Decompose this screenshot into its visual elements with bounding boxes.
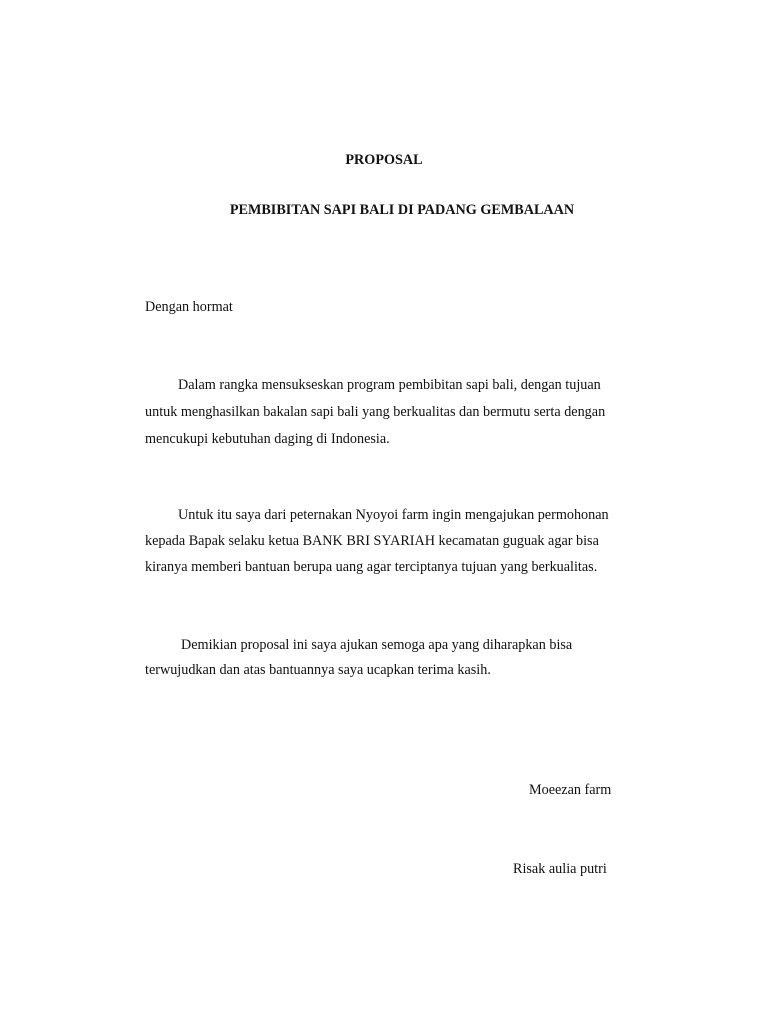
- salutation: Dengan hormat: [145, 299, 233, 315]
- paragraph-2-line: Untuk itu saya dari peternakan Nyoyoi farm ingin mengajukan permohonan: [178, 507, 609, 523]
- paragraph-3-line: Demikian proposal ini saya ajukan semoga apa yang diharapkan bisa: [181, 637, 573, 653]
- document-title: PROPOSAL: [345, 152, 423, 168]
- sender-organization: Moeezan farm: [529, 782, 612, 798]
- sender-name: Risak aulia putri: [513, 861, 607, 877]
- paragraph-3-line: terwujudkan dan atas bantuannya saya ucapkan terima kasih.: [145, 662, 491, 678]
- paragraph-2-line: kiranya memberi bantuan berupa uang agar terciptanya tujuan yang berkualitas.: [145, 559, 598, 575]
- paragraph-1-line: Dalam rangka mensukseskan program pembibitan sapi bali, dengan tujuan: [178, 377, 601, 393]
- document-subtitle: PEMBIBITAN SAPI BALI DI PADANG GEMBALAAN: [229, 202, 575, 218]
- paragraph-1-line: untuk menghasilkan bakalan sapi bali yang berkualitas dan bermutu serta dengan: [145, 404, 606, 420]
- paragraph-2-line: kepada Bapak selaku ketua BANK BRI SYARIAH kecamatan guguak agar bisa: [145, 533, 599, 549]
- paragraph-1-line: mencukupi kebutuhan daging di Indonesia.: [145, 431, 390, 447]
